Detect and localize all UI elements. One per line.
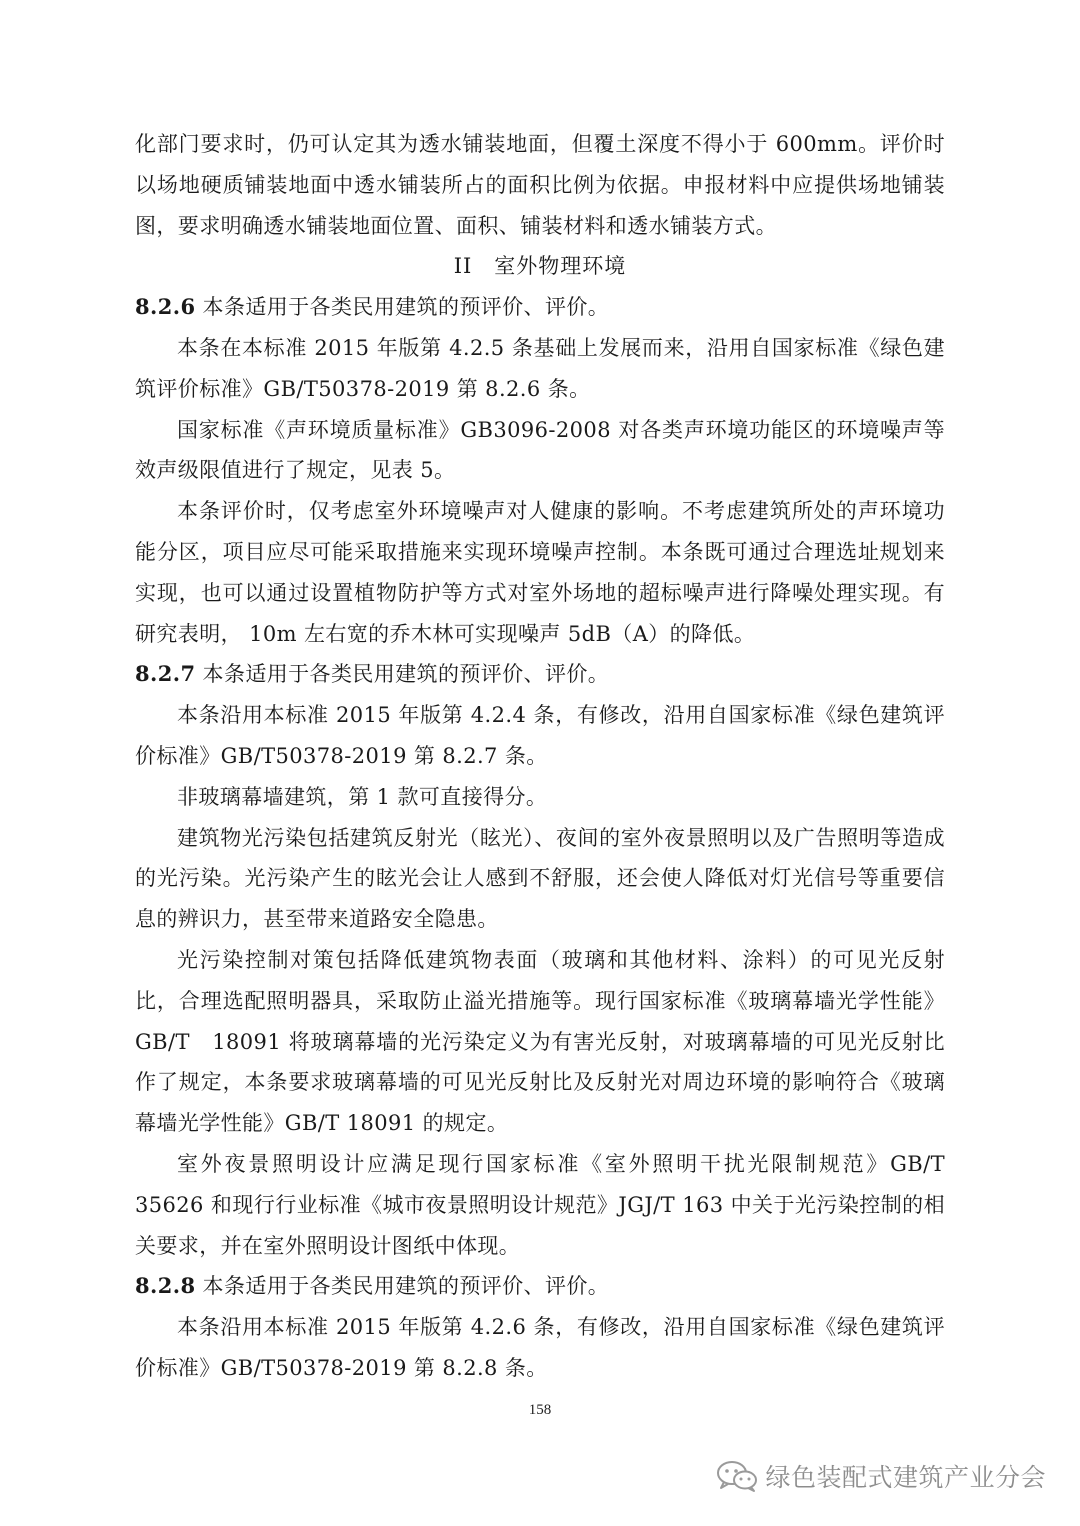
clause-8-2-6 — [135, 287, 945, 328]
clause-text: 本条适用于各类民用建筑的预评价、评价。 — [195, 662, 610, 687]
clause-text: 本条适用于各类民用建筑的预评价、评价。 — [195, 1274, 610, 1299]
clause-number: 8.2.7 — [135, 661, 196, 687]
clause-8-2-7 — [135, 654, 945, 695]
paragraph: 本条沿用本标准 2015 年版第 4.2.4 条，有修改，沿用自国家标准《绿色建筑评价标准》GB/T50378-2019 第 8.2.7 条。 — [135, 703, 945, 768]
clause-number: 8.2.6 — [135, 294, 196, 320]
paragraph: 室外夜景照明设计应满足现行国家标准《室外照明干扰光限制规范》GB/T 35626 和现行行业标准《城市夜景照明设计规范》JGJ/T 163 中关于光污染控制的相关要求，并在室外照明设计图纸中体现。 — [135, 1151, 945, 1258]
clause-text: 本条适用于各类民用建筑的预评价、评价。 — [195, 295, 610, 320]
page-number: 158 — [528, 1402, 552, 1418]
watermark — [715, 1458, 1046, 1494]
watermark-text: 绿色装配式建筑产业分会 — [765, 1463, 1046, 1492]
paragraph: 本条沿用本标准 2015 年版第 4.2.6 条，有修改，沿用自国家标准《绿色建筑评价标准》GB/T50378-2019 第 8.2.8 条。 — [135, 1315, 945, 1380]
paragraph: 国家标准《声环境质量标准》GB3096-2008 对各类声环境功能区的环境噪声等效声级限值进行了规定，见表 5。 — [135, 417, 945, 483]
section-title: II 室外物理环境 — [453, 254, 627, 279]
paragraph-continuation: 化部门要求时，仍可认定其为透水铺装地面，但覆土深度不得小于 600mm。评价时以场地硬质铺装地面中透水铺装所占的面积比例为依据。申报材料中应提供场地铺装图，要求明确透水铺装地面位置、面积、铺装材料和透水铺装方式。 — [135, 132, 945, 238]
clause-8-2-8 — [135, 1266, 945, 1307]
paragraph: 本条评价时，仅考虑室外环境噪声对人健康的影响。不考虑建筑所处的声环境功能分区，项目应尽可能采取措施来实现环境噪声控制。本条既可通过合理选址规划来实现，也可以通过设置植物防护等方式对室外场地的超标噪声进行降噪处理实现。有研究表明， 10m 左右宽的乔木林可实现噪声 5dB（A）的降低。 — [135, 499, 945, 646]
paragraph: 本条在本标准 2015 年版第 4.2.5 条基础上发展而来，沿用自国家标准《绿色建筑评价标准》GB/T50378-2019 第 8.2.6 条。 — [135, 335, 945, 401]
paragraph: 非玻璃幕墙建筑，第 1 款可直接得分。 — [177, 784, 548, 809]
wechat-icon — [715, 1459, 759, 1493]
clause-number: 8.2.8 — [135, 1273, 196, 1299]
paragraph: 光污染控制对策包括降低建筑物表面（玻璃和其他材料、涂料）的可见光反射比，合理选配照明器具，采取防止溢光措施等。现行国家标准《玻璃幕墙光学性能》GB/T 18091 将玻璃幕墙的光污染定义为有害光反射，对玻璃幕墙的可见光反射比作了规定，本条要求玻璃幕墙的可见光反射比及反射光对周边环境的影响符合《玻璃幕墙光学性能》GB/T 18091 的规定。 — [135, 947, 945, 1136]
page-body — [135, 124, 945, 1389]
paragraph: 建筑物光污染包括建筑反射光（眩光）、夜间的室外夜景照明以及广告照明等造成的光污染。光污染产生的眩光会让人感到不舒服，还会使人降低对灯光信号等重要信息的辨识力，甚至带来道路安全隐患。 — [135, 825, 945, 932]
